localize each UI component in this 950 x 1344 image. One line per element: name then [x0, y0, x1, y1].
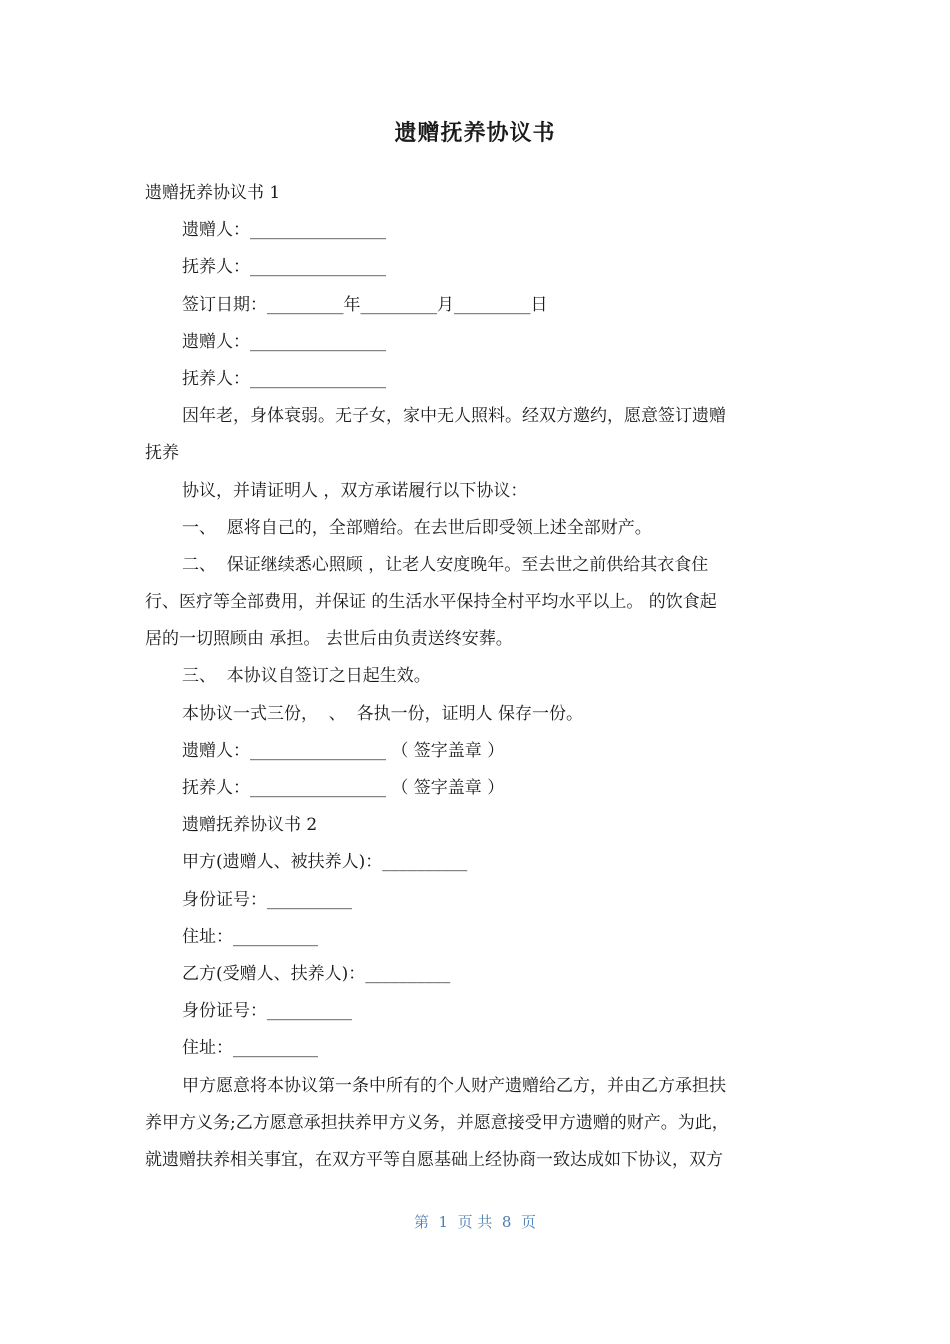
text-line: 协议，并请证明人 ，双方承诺履行以下协议： — [182, 480, 528, 501]
text-line: 行、医疗等全部费用，并保证 的生活水平保持全村平均水平以上。 的饮食起 — [145, 592, 717, 613]
text-line: 抚养人：________________ — [182, 257, 386, 278]
text-line: 住址：__________ — [182, 1038, 318, 1059]
text-line: 就遗赠扶养相关事宜，在双方平等自愿基础上经协商一致达成如下协议，双方 — [145, 1149, 723, 1170]
text-line: 遗赠抚养协议书 1 — [145, 183, 281, 203]
text-line: 甲方(遗赠人、被扶养人)：__________ — [182, 852, 468, 873]
text-line: 身份证号：__________ — [182, 889, 352, 910]
text-line: 抚养人：________________ （ 签字盖章 ） — [182, 778, 505, 798]
text-line: 居的一切照顾由 承担。 去世后由负责送终安葬。 — [145, 629, 513, 650]
text-line: 养甲方义务;乙方愿意承担扶养甲方义务，并愿意接受甲方遗赠的财产。为此， — [145, 1112, 729, 1133]
text-line: 因年老，身体衰弱。无子女，家中无人照料。经双方邀约，愿意签订遗赠 — [182, 406, 726, 427]
text-line: 本协议一式三份， 、 各执一份，证明人 保存一份。 — [182, 703, 584, 724]
text-line: 甲方愿意将本协议第一条中所有的个人财产遗赠给乙方，并由乙方承担扶 — [182, 1075, 726, 1096]
document-title: 遗赠抚养协议书 — [394, 121, 556, 146]
text-line: 遗赠人：________________ — [182, 331, 386, 352]
text-line: 签订日期：_________年_________月_________日 — [182, 294, 548, 315]
text-line: 一、 愿将自己的，全部赠给。在去世后即受领上述全部财产。 — [182, 517, 652, 538]
text-line: 遗赠抚养协议书 2 — [182, 815, 318, 836]
document-body — [145, 175, 805, 1179]
text-line: 乙方(受赠人、扶养人)：__________ — [182, 963, 451, 984]
text-line: 住址：__________ — [182, 926, 318, 947]
text-line: 抚养 — [145, 443, 179, 464]
text-line: 三、 本协议自签订之日起生效。 — [182, 666, 431, 687]
text-line: 身份证号：__________ — [182, 1001, 352, 1022]
text-line: 二、 保证继续悉心照顾 ，让老人安度晚年。至去世之前供给其衣食住 — [182, 554, 709, 575]
text-line: 遗赠人：________________ — [182, 220, 386, 241]
page-footer: 第 1 页 共 8 页 — [414, 1213, 536, 1231]
text-line: 遗赠人：________________ （ 签字盖章 ） — [182, 740, 505, 761]
text-line: 抚养人：________________ — [182, 368, 386, 389]
